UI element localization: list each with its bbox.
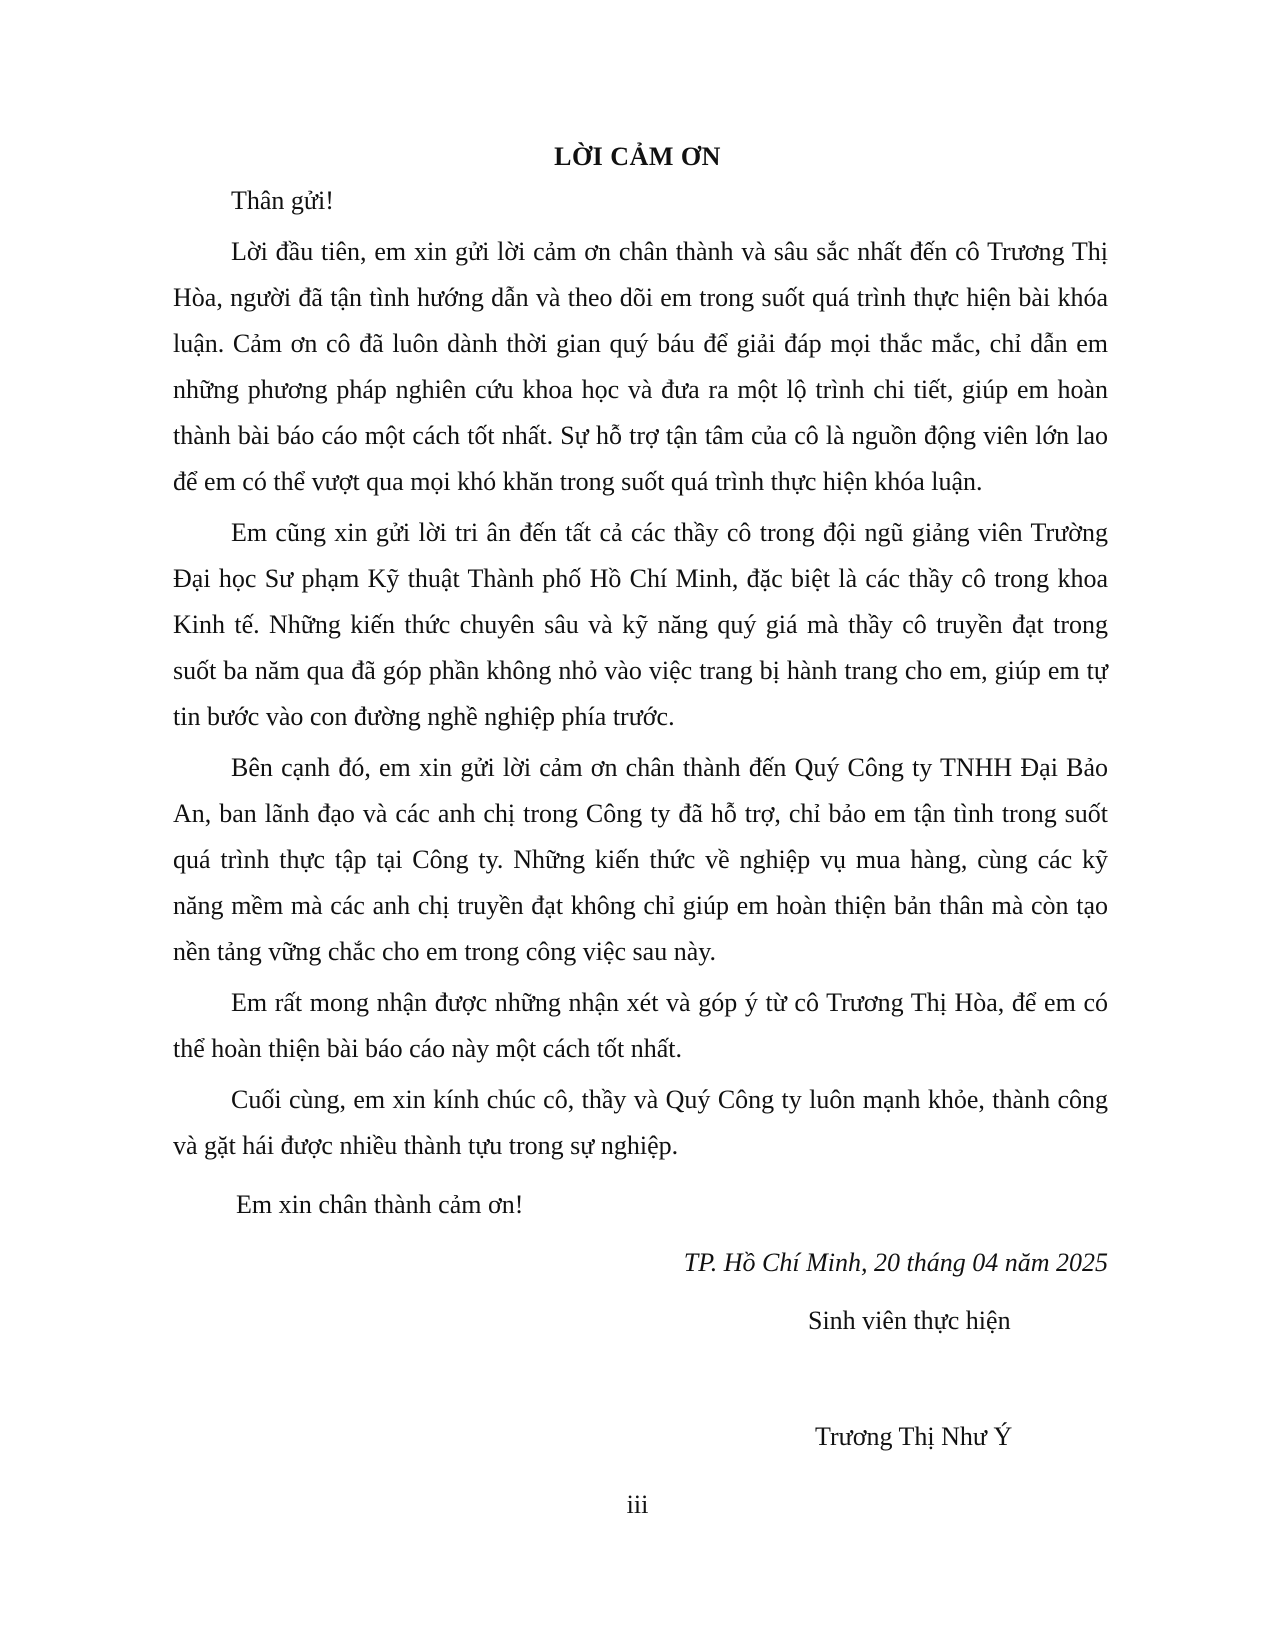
closing-line: Em xin chân thành cảm ơn! [236, 1190, 524, 1219]
page-number: iii [626, 1490, 649, 1519]
paragraph-1: Lời đầu tiên, em xin gửi lời cảm ơn chân thành và sâu sắc nhất đến cô Trương Thị Hòa, người đã tận tình hướng dẫn và theo dõi em trong suốt quá trình thực hiện bài khóa luận. Cảm ơn cô đã luôn dành thời gian quý báu để giải đáp mọi thắc mắc, chỉ dẫn em những phương pháp nghiên cứu khoa học và đưa ra một lộ trình chi tiết, giúp em hoàn thành bài báo cáo một cách tốt nhất. Sự hỗ trợ tận tâm của cô là nguồn động viên lớn lao để em có thể vượt qua mọi khó khăn trong suốt quá trình thực hiện khóa luận. [173, 237, 1108, 496]
body-text [173, 229, 1108, 1174]
date-line: TP. Hồ Chí Minh, 20 tháng 04 năm 2025 [683, 1248, 1108, 1277]
paragraph-3: Bên cạnh đó, em xin gửi lời cảm ơn chân thành đến Quý Công ty TNHH Đại Bảo An, ban lãnh đạo và các anh chị trong Công ty đã hỗ trợ, chỉ bảo em tận tình trong suốt quá trình thực tập tại Công ty. Những kiến thức về nghiệp vụ mua hàng, cùng các kỹ năng mềm mà các anh chị truyền đạt không chỉ giúp em hoàn thiện bản thân mà còn tạo nền tảng vững chắc cho em trong công việc sau này. [173, 753, 1108, 966]
signer-role: Sinh viên thực hiện [808, 1306, 1011, 1335]
paragraph-2: Em cũng xin gửi lời tri ân đến tất cả các thầy cô trong đội ngũ giảng viên Trường Đại học Sư phạm Kỹ thuật Thành phố Hồ Chí Minh, đặc biệt là các thầy cô trong khoa Kinh tế. Những kiến thức chuyên sâu và kỹ năng quý giá mà thầy cô truyền đạt trong suốt ba năm qua đã góp phần không nhỏ vào việc trang bị hành trang cho em, giúp em tự tin bước vào con đường nghề nghiệp phía trước. [173, 518, 1108, 731]
paragraph-4: Em rất mong nhận được những nhận xét và góp ý từ cô Trương Thị Hòa, để em có thể hoàn thiện bài báo cáo này một cách tốt nhất. [173, 988, 1108, 1063]
paragraph-5: Cuối cùng, em xin kính chúc cô, thầy và Quý Công ty luôn mạnh khỏe, thành công và gặt hái được nhiều thành tựu trong sự nghiệp. [173, 1085, 1108, 1160]
greeting: Thân gửi! [231, 186, 334, 215]
signer-name: Trương Thị Như Ý [815, 1422, 1013, 1451]
page-title: LỜI CẢM ƠN [554, 142, 721, 171]
